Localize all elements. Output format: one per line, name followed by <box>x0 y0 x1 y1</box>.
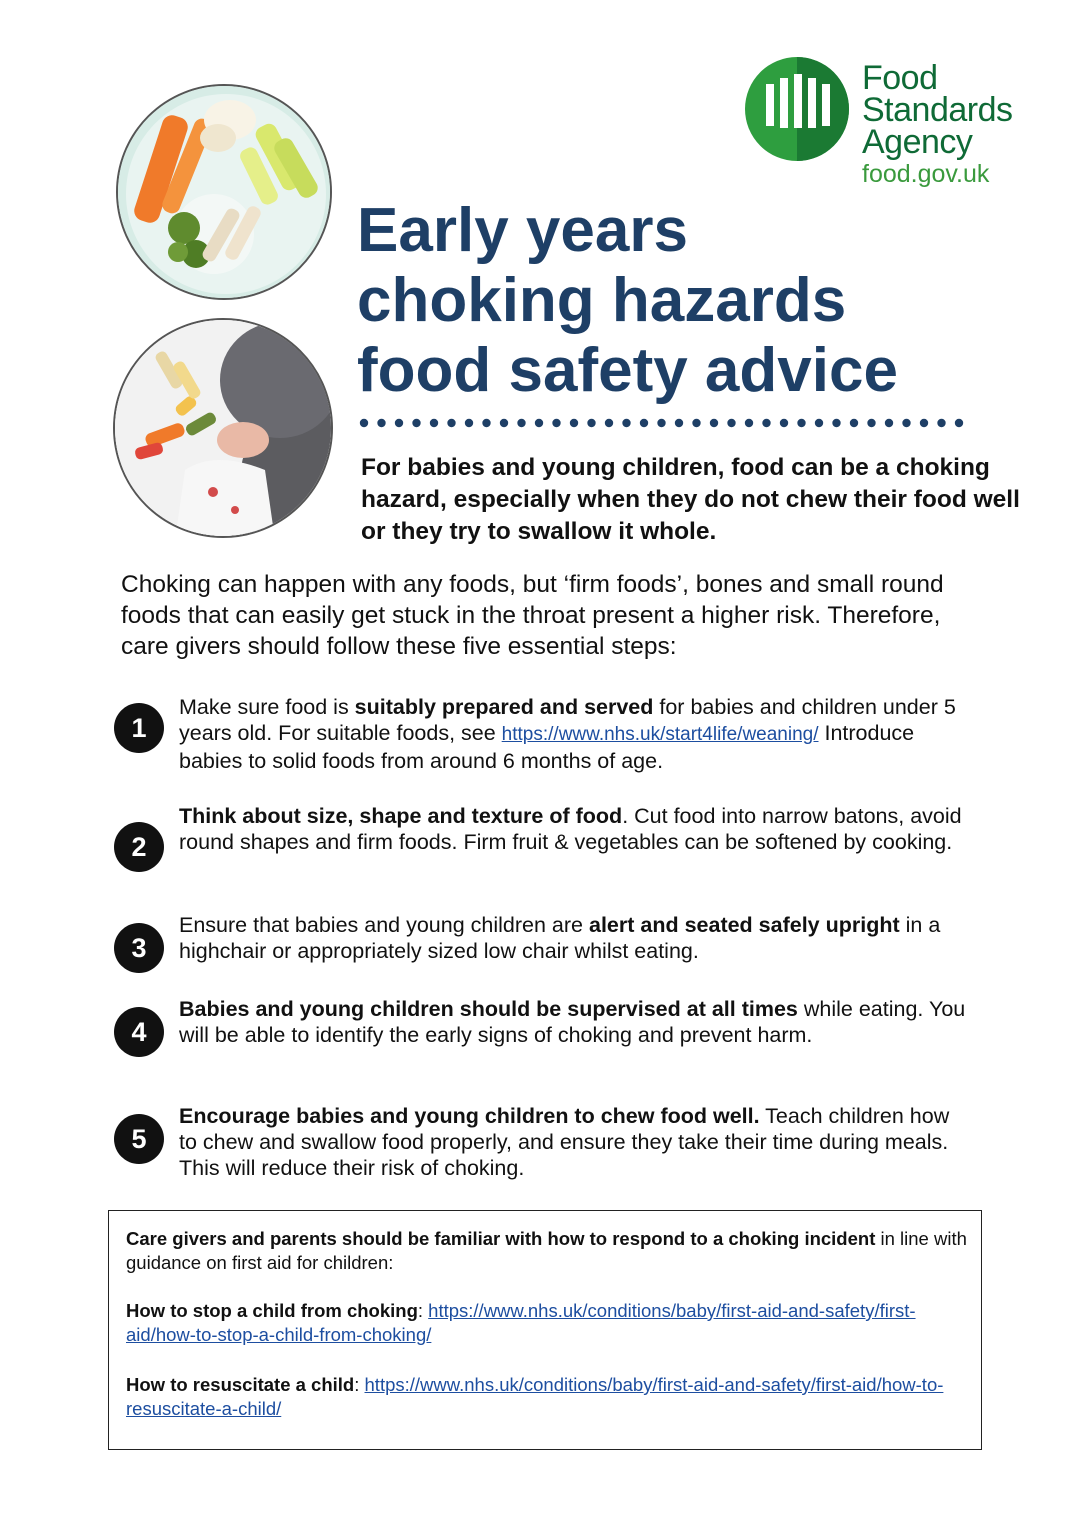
divider-dot <box>517 419 525 427</box>
dotted-divider <box>359 416 965 430</box>
title-line-3: food safety advice <box>357 336 898 405</box>
divider-dot <box>657 419 665 427</box>
step-number-badge: 1 <box>114 703 164 753</box>
step-emphasis: Encourage babies and young children to chew food well. <box>179 1104 760 1128</box>
stop-choking-link[interactable]: https://www.nhs.uk/conditions/baby/first-aid-and-safety/first-aid/how-to-stop-a-child-from-choking/ <box>126 1300 916 1345</box>
step-text <box>179 1103 969 1181</box>
stop-choking-label: How to stop a child from choking <box>126 1300 418 1321</box>
divider-dot <box>850 419 858 427</box>
step-text-part: Introduce babies to solid foods from around 6 months of age. <box>179 721 915 773</box>
step-number-badge: 2 <box>114 822 164 872</box>
divider-dot <box>815 419 823 427</box>
nhs-weaning-link[interactable]: https://www.nhs.uk/start4life/weaning/ <box>501 724 819 745</box>
divider-dot <box>955 419 963 427</box>
divider-dot <box>885 419 893 427</box>
logo-text-agency: Agency <box>862 123 973 161</box>
divider-dot <box>500 419 508 427</box>
step-number-badge: 3 <box>114 923 164 973</box>
divider-dot <box>867 419 875 427</box>
divider-dot <box>447 419 455 427</box>
divider-dot <box>797 419 805 427</box>
divider-dot <box>395 419 403 427</box>
step-text <box>179 694 969 774</box>
first-aid-text: in line with guidance on first aid for children: <box>126 1228 967 1273</box>
divider-dot <box>360 419 368 427</box>
step-text-part: for babies and children under 5 years old. For suitable foods, see <box>179 695 956 745</box>
step-text-part: while eating. You will be able to identify the early signs of choking and prevent harm. <box>179 997 966 1047</box>
divider-dot <box>692 419 700 427</box>
divider-dot <box>570 419 578 427</box>
step-text-part: in a highchair or appropriately sized low chair whilst eating. <box>179 913 941 963</box>
step-text-part: Ensure that babies and young children are <box>179 913 589 937</box>
step-emphasis: Think about size, shape and texture of food <box>179 804 623 828</box>
step-text <box>179 803 969 855</box>
divider-dot <box>762 419 770 427</box>
label-separator: : <box>354 1374 365 1395</box>
logo-text-standards: Standards <box>862 91 1013 129</box>
divider-dot <box>377 419 385 427</box>
divider-dot <box>920 419 928 427</box>
fsa-logo <box>744 52 1024 192</box>
step-text <box>179 996 969 1048</box>
divider-dot <box>622 419 630 427</box>
logo-website: food.gov.uk <box>862 160 990 188</box>
page-title <box>357 196 898 406</box>
first-aid-info-box <box>108 1210 982 1450</box>
divider-dot <box>710 419 718 427</box>
resuscitate-label: How to resuscitate a child <box>126 1374 355 1395</box>
divider-dot <box>482 419 490 427</box>
divider-dot <box>745 419 753 427</box>
step-text-part: Teach children how to chew and swallow food properly, and ensure they take their time during meals. This will reduce their risk of choking. <box>179 1104 950 1180</box>
divider-dot <box>640 419 648 427</box>
step-text-part: . Cut food into narrow batons, avoid round shapes and firm foods. Firm fruit & vegetables can be softened by cooking. <box>179 804 962 854</box>
divider-dot <box>430 419 438 427</box>
divider-dot <box>552 419 560 427</box>
step-text <box>179 912 969 964</box>
divider-dot <box>465 419 473 427</box>
title-line-1: Early years <box>357 196 688 265</box>
divider-dot <box>832 419 840 427</box>
step-emphasis: suitably prepared and served <box>354 695 654 719</box>
fork-logo-icon <box>744 54 850 164</box>
step-number-badge: 4 <box>114 1007 164 1057</box>
baby-eating-photo <box>113 318 333 538</box>
step-text-part: Make sure food is <box>179 695 355 719</box>
divider-dot <box>727 419 735 427</box>
divider-dot <box>412 419 420 427</box>
lead-paragraph: For babies and young children, food can be a choking hazard, especially when they do not chew their food well or they try to swallow it whole. <box>361 454 1020 545</box>
step-number-badge: 5 <box>114 1114 164 1164</box>
resuscitate-guidance <box>126 1373 971 1421</box>
first-aid-intro <box>126 1227 971 1275</box>
food-plate-photo <box>116 84 332 300</box>
title-line-2: choking hazards <box>357 266 847 335</box>
label-separator: : <box>417 1300 429 1321</box>
stop-choking-guidance <box>126 1299 971 1347</box>
divider-dot <box>675 419 683 427</box>
resuscitate-link[interactable]: https://www.nhs.uk/conditions/baby/first-aid-and-safety/first-aid/how-to-resuscitate-a-child/ <box>126 1374 944 1419</box>
divider-dot <box>902 419 910 427</box>
divider-dot <box>587 419 595 427</box>
first-aid-emphasis: Care givers and parents should be familiar with how to respond to a choking incident <box>126 1228 876 1249</box>
step-emphasis: alert and seated safely upright <box>588 913 900 937</box>
divider-dot <box>605 419 613 427</box>
divider-dot <box>780 419 788 427</box>
intro-paragraph: Choking can happen with any foods, but ‘firm foods’, bones and small round foods that can easily get stuck in the throat present a higher risk. Therefore, care givers should follow these five essential steps: <box>121 571 944 660</box>
divider-dot <box>937 419 945 427</box>
logo-text-food: Food <box>862 59 938 97</box>
divider-dot <box>535 419 543 427</box>
step-emphasis: Babies and young children should be supervised at all times <box>179 997 798 1021</box>
